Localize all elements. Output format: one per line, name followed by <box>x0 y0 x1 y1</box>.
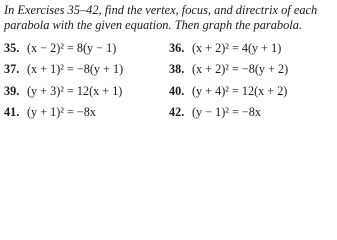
exercise-number: 36. <box>169 41 185 55</box>
exercise-38 <box>169 62 288 76</box>
exercise-number: 35. <box>4 41 20 55</box>
exercise-35 <box>4 41 116 55</box>
exercise-equation: (y + 4)² = 12(x + 2) <box>192 84 288 98</box>
exercise-42 <box>169 105 261 119</box>
exercise-37 <box>4 62 123 76</box>
exercise-equation: (x + 2)² = −8(y + 2) <box>192 62 289 76</box>
exercise-number: 39. <box>4 84 20 98</box>
exercise-number: 41. <box>4 105 20 119</box>
exercise-instructions: In Exercises 35–42, find the vertex, focus, and directrix of each parabola with the given equation. Then graph the parabola. <box>4 3 318 32</box>
exercise-number: 42. <box>169 105 185 119</box>
exercise-39 <box>4 84 122 98</box>
exercise-equation: (y + 3)² = 12(x + 1) <box>27 84 123 98</box>
exercise-equation: (y − 1)² = −8x <box>192 105 261 119</box>
exercise-number: 37. <box>4 62 20 76</box>
exercise-equation: (x − 2)² = 8(y − 1) <box>27 41 117 55</box>
exercise-number: 40. <box>169 84 185 98</box>
exercise-equation: (y + 1)² = −8x <box>27 105 96 119</box>
exercise-equation: (x + 1)² = −8(y + 1) <box>27 62 124 76</box>
exercise-number: 38. <box>169 62 185 76</box>
exercise-36 <box>169 41 281 55</box>
exercise-equation: (x + 2)² = 4(y + 1) <box>192 41 282 55</box>
exercise-41 <box>4 105 96 119</box>
exercise-40 <box>169 84 287 98</box>
